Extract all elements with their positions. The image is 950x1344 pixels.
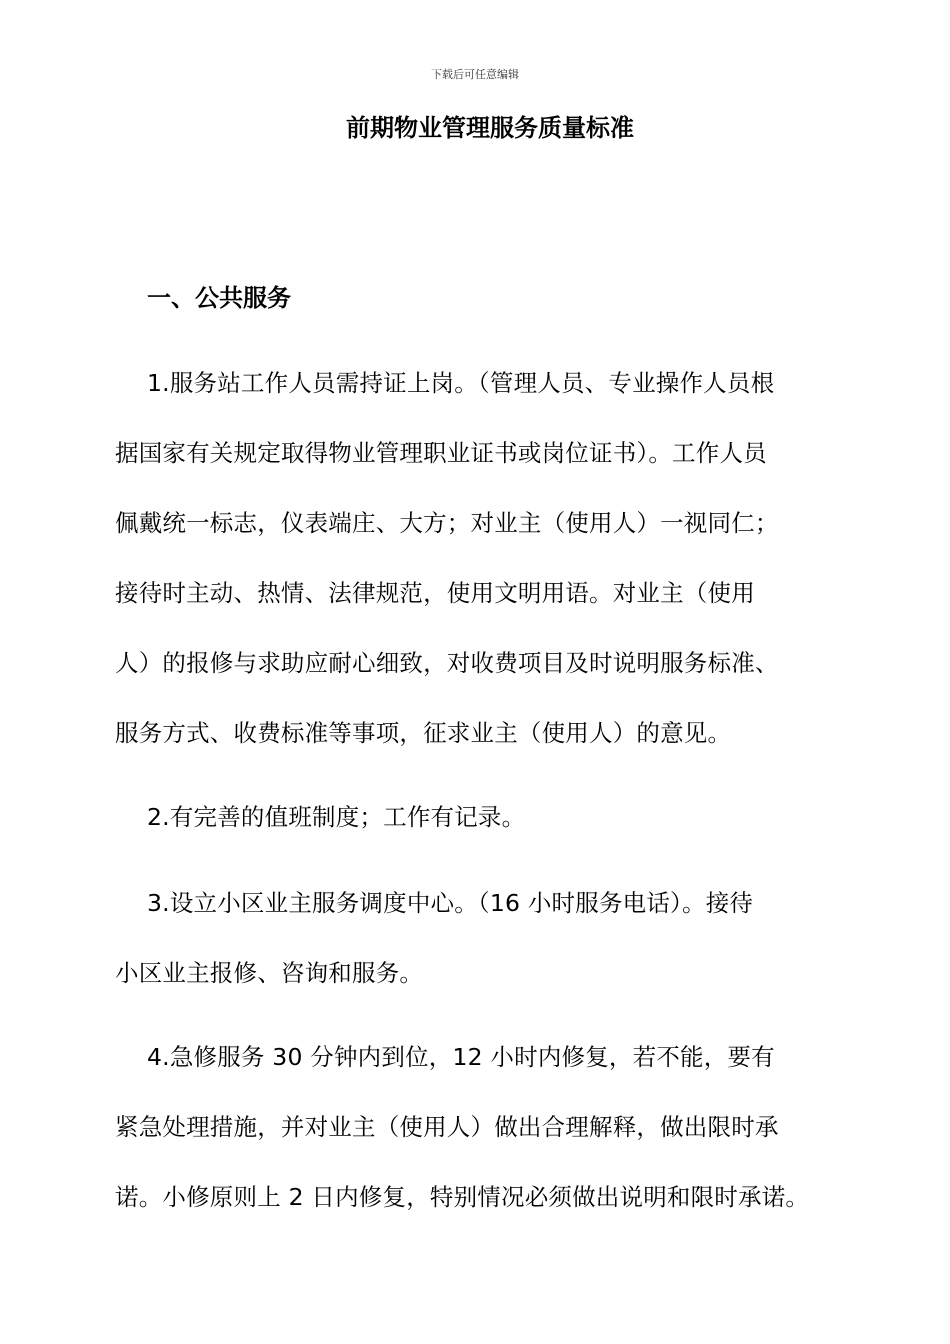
paragraph-4-line-2: 紧急处理措施，并对业主（使用人）做出合理解释，做出限时承	[115, 1113, 779, 1141]
header-watermark: 下载后可任意编辑	[431, 68, 519, 81]
paragraph-3-line-2: 小区业主报修、咨询和服务。	[115, 959, 424, 987]
paragraph-4-line-3: 诺。小修原则上 2 日内修复，特别情况必须做出说明和限时承诺。	[115, 1183, 810, 1211]
paragraph-1-line-5: 人）的报修与求助应耐心细致，对收费项目及时说明服务标准、	[115, 649, 779, 677]
paragraph-1-line-3: 佩戴统一标志，仪表端庄、大方；对业主（使用人）一视同仁；	[115, 509, 779, 537]
section-heading: 一、公共服务	[147, 284, 291, 312]
paragraph-1-line-6: 服务方式、收费标准等事项，征求业主（使用人）的意见。	[115, 719, 732, 747]
paragraph-3-line-1: 3.设立小区业主服务调度中心。（16 小时服务电话）。接待	[147, 889, 754, 917]
paragraph-1-line-2: 据国家有关规定取得物业管理职业证书或岗位证书）。工作人员	[115, 439, 767, 467]
document-title: 前期物业管理服务质量标准	[346, 114, 634, 142]
paragraph-1-line-1: 1.服务站工作人员需持证上岗。（管理人员、专业操作人员根	[147, 369, 775, 397]
paragraph-2-line-1: 2.有完善的值班制度；工作有记录。	[147, 803, 526, 831]
paragraph-4-line-1: 4.急修服务 30 分钟内到位，12 小时内修复，若不能，要有	[147, 1043, 775, 1071]
paragraph-1-line-4: 接待时主动、热情、法律规范，使用文明用语。对业主（使用	[115, 579, 755, 607]
